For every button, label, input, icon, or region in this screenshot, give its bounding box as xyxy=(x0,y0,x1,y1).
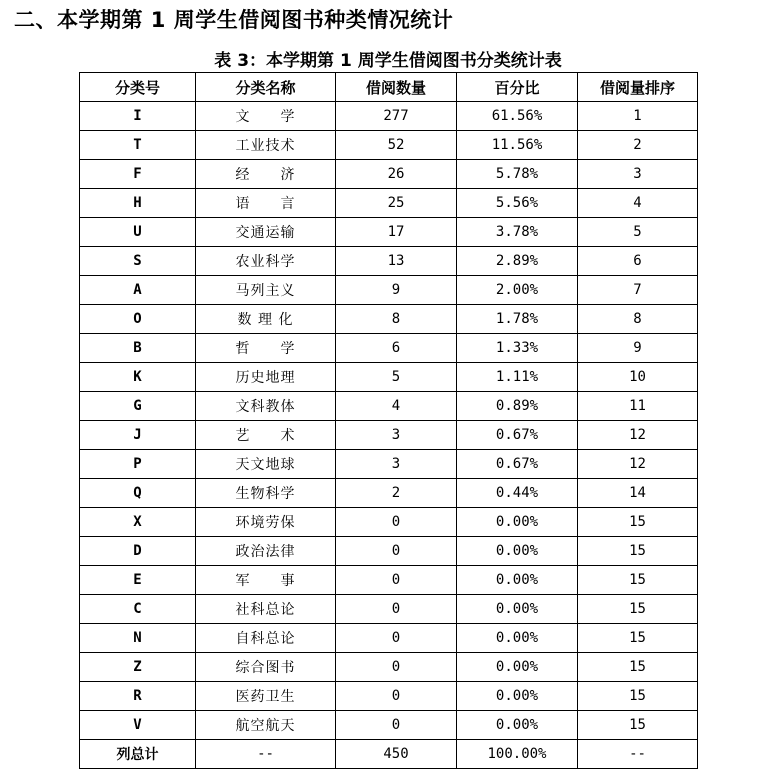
total-row xyxy=(80,740,698,769)
cell-code: V xyxy=(80,711,196,740)
cell-name: 社科总论 xyxy=(196,595,336,624)
cell-code: S xyxy=(80,247,196,276)
cell-count: 0 xyxy=(336,566,457,595)
cell-count: 13 xyxy=(336,247,457,276)
cell-code: J xyxy=(80,421,196,450)
cell-count: 2 xyxy=(336,479,457,508)
cell-code: B xyxy=(80,334,196,363)
table-caption: 表 3：本学期第 1 周学生借阅图书分类统计表 xyxy=(214,51,562,71)
cell-code: R xyxy=(80,682,196,711)
cell-rank: 11 xyxy=(578,392,698,421)
cell-count: 17 xyxy=(336,218,457,247)
table-row xyxy=(80,566,698,595)
cell-name: 综合图书 xyxy=(196,653,336,682)
cell-percent: 0.89% xyxy=(457,392,578,421)
cell-name: 航空航天 xyxy=(196,711,336,740)
cell-percent: 0.00% xyxy=(457,653,578,682)
cell-rank: 12 xyxy=(578,421,698,450)
cell-name: 农业科学 xyxy=(196,247,336,276)
cell-name: 艺 术 xyxy=(196,421,336,450)
header-name: 分类名称 xyxy=(196,73,336,102)
cell-count: 0 xyxy=(336,711,457,740)
total-rank: -- xyxy=(578,740,698,769)
cell-percent: 0.00% xyxy=(457,624,578,653)
header-percent: 百分比 xyxy=(457,73,578,102)
cell-rank: 4 xyxy=(578,189,698,218)
cell-count: 0 xyxy=(336,682,457,711)
cell-count: 26 xyxy=(336,160,457,189)
cell-count: 5 xyxy=(336,363,457,392)
cell-name: 文科教体 xyxy=(196,392,336,421)
cell-count: 277 xyxy=(336,102,457,131)
cell-rank: 12 xyxy=(578,450,698,479)
cell-rank: 15 xyxy=(578,595,698,624)
cell-rank: 5 xyxy=(578,218,698,247)
table-row xyxy=(80,421,698,450)
table-row xyxy=(80,392,698,421)
cell-rank: 15 xyxy=(578,508,698,537)
cell-name: 语 言 xyxy=(196,189,336,218)
cell-percent: 0.00% xyxy=(457,711,578,740)
table-row xyxy=(80,160,698,189)
cell-count: 0 xyxy=(336,624,457,653)
cell-name: 环境劳保 xyxy=(196,508,336,537)
table-row xyxy=(80,218,698,247)
cell-code: T xyxy=(80,131,196,160)
cell-percent: 61.56% xyxy=(457,102,578,131)
cell-count: 0 xyxy=(336,537,457,566)
cell-count: 25 xyxy=(336,189,457,218)
cell-percent: 0.67% xyxy=(457,421,578,450)
table-row xyxy=(80,624,698,653)
borrow-stats-table xyxy=(79,72,698,769)
cell-percent: 0.00% xyxy=(457,508,578,537)
cell-name: 自科总论 xyxy=(196,624,336,653)
header-count: 借阅数量 xyxy=(336,73,457,102)
cell-rank: 6 xyxy=(578,247,698,276)
cell-rank: 8 xyxy=(578,305,698,334)
cell-rank: 15 xyxy=(578,711,698,740)
cell-percent: 0.67% xyxy=(457,450,578,479)
cell-code: C xyxy=(80,595,196,624)
cell-rank: 15 xyxy=(578,682,698,711)
cell-percent: 0.00% xyxy=(457,566,578,595)
cell-rank: 14 xyxy=(578,479,698,508)
total-percent: 100.00% xyxy=(457,740,578,769)
cell-rank: 15 xyxy=(578,566,698,595)
cell-code: N xyxy=(80,624,196,653)
cell-count: 0 xyxy=(336,653,457,682)
cell-rank: 1 xyxy=(578,102,698,131)
cell-rank: 7 xyxy=(578,276,698,305)
cell-name: 军 事 xyxy=(196,566,336,595)
cell-count: 3 xyxy=(336,421,457,450)
total-count: 450 xyxy=(336,740,457,769)
cell-rank: 9 xyxy=(578,334,698,363)
cell-percent: 0.00% xyxy=(457,682,578,711)
cell-name: 马列主义 xyxy=(196,276,336,305)
cell-percent: 1.78% xyxy=(457,305,578,334)
cell-percent: 2.00% xyxy=(457,276,578,305)
cell-name: 天文地球 xyxy=(196,450,336,479)
cell-code: P xyxy=(80,450,196,479)
cell-name: 经 济 xyxy=(196,160,336,189)
table-row xyxy=(80,479,698,508)
cell-percent: 5.78% xyxy=(457,160,578,189)
table-row xyxy=(80,305,698,334)
table-row xyxy=(80,102,698,131)
cell-code: Q xyxy=(80,479,196,508)
cell-rank: 10 xyxy=(578,363,698,392)
cell-code: F xyxy=(80,160,196,189)
cell-count: 9 xyxy=(336,276,457,305)
cell-name: 交通运输 xyxy=(196,218,336,247)
cell-name: 政治法律 xyxy=(196,537,336,566)
table-row xyxy=(80,595,698,624)
cell-percent: 0.00% xyxy=(457,537,578,566)
cell-count: 8 xyxy=(336,305,457,334)
total-label: 列总计 xyxy=(80,740,196,769)
cell-rank: 15 xyxy=(578,537,698,566)
table-row xyxy=(80,276,698,305)
cell-code: D xyxy=(80,537,196,566)
cell-code: I xyxy=(80,102,196,131)
cell-name: 医药卫生 xyxy=(196,682,336,711)
cell-percent: 3.78% xyxy=(457,218,578,247)
total-name: -- xyxy=(196,740,336,769)
cell-count: 0 xyxy=(336,508,457,537)
cell-percent: 1.11% xyxy=(457,363,578,392)
cell-name: 生物科学 xyxy=(196,479,336,508)
table-row xyxy=(80,247,698,276)
cell-rank: 15 xyxy=(578,653,698,682)
cell-percent: 1.33% xyxy=(457,334,578,363)
header-code: 分类号 xyxy=(80,73,196,102)
cell-percent: 2.89% xyxy=(457,247,578,276)
section-heading: 二、本学期第 1 周学生借阅图书种类情况统计 xyxy=(14,8,454,32)
cell-code: X xyxy=(80,508,196,537)
table-row xyxy=(80,363,698,392)
table-header-row xyxy=(80,73,698,102)
cell-rank: 3 xyxy=(578,160,698,189)
cell-count: 0 xyxy=(336,595,457,624)
table-row xyxy=(80,711,698,740)
cell-code: U xyxy=(80,218,196,247)
table-row xyxy=(80,537,698,566)
cell-code: O xyxy=(80,305,196,334)
cell-name: 历史地理 xyxy=(196,363,336,392)
cell-name: 工业技术 xyxy=(196,131,336,160)
table-row xyxy=(80,189,698,218)
table-row xyxy=(80,450,698,479)
cell-name: 哲 学 xyxy=(196,334,336,363)
cell-count: 4 xyxy=(336,392,457,421)
table-row xyxy=(80,682,698,711)
cell-count: 3 xyxy=(336,450,457,479)
cell-rank: 2 xyxy=(578,131,698,160)
cell-code: A xyxy=(80,276,196,305)
cell-percent: 11.56% xyxy=(457,131,578,160)
cell-code: H xyxy=(80,189,196,218)
cell-code: K xyxy=(80,363,196,392)
cell-name: 文 学 xyxy=(196,102,336,131)
table-row xyxy=(80,508,698,537)
table-row xyxy=(80,334,698,363)
cell-name: 数 理 化 xyxy=(196,305,336,334)
cell-code: G xyxy=(80,392,196,421)
table-row xyxy=(80,131,698,160)
cell-percent: 5.56% xyxy=(457,189,578,218)
header-rank: 借阅量排序 xyxy=(578,73,698,102)
cell-code: Z xyxy=(80,653,196,682)
cell-count: 6 xyxy=(336,334,457,363)
cell-percent: 0.44% xyxy=(457,479,578,508)
cell-code: E xyxy=(80,566,196,595)
cell-rank: 15 xyxy=(578,624,698,653)
cell-count: 52 xyxy=(336,131,457,160)
cell-percent: 0.00% xyxy=(457,595,578,624)
table-row xyxy=(80,653,698,682)
